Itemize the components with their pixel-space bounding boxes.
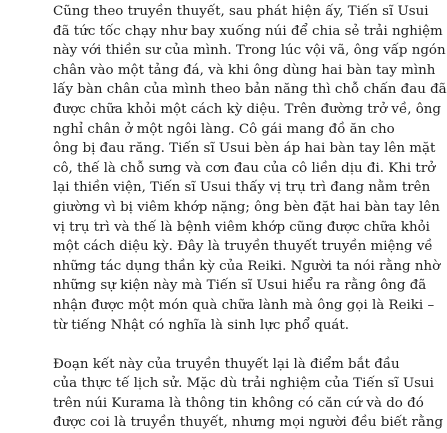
text-line: được chữa khỏi một cách kỳ diệu. Trên đường trở về, ông <box>53 101 441 117</box>
text-line: Đoạn kết này của truyền thuyết lại là điểm bắt đầu <box>53 356 400 372</box>
text-line: này với thiền sư của mình. Trong lúc vội vã, ông vấp ngón <box>53 43 446 59</box>
paragraph-1 <box>53 2 447 335</box>
text-line: cô, thế là chỗ sưng và cơn đau của cô liền dịu đi. Khi trở <box>53 160 436 176</box>
text-line: nghỉ chân ở một ngôi làng. Cô gái mang đồ ăn cho <box>53 121 395 137</box>
text-line: vị trụ trì và thế là bệnh viêm khớp cũng được chữa khỏi <box>53 219 430 235</box>
paragraph-gap <box>53 335 393 355</box>
text-line: trên núi Kurama là thông tin không có căn cứ và do đó <box>53 395 424 411</box>
text-line: lấy bàn chân của mình theo bản năng thì chỗ chấn đau đã <box>53 82 447 98</box>
text-line: những tác dụng thần kỳ của Reiki. Người ta nói rằng nhờ <box>53 258 441 274</box>
body-text <box>53 2 447 433</box>
text-line: ông bị đau răng. Tiến sĩ Usui bèn áp hai bàn tay lên mặt <box>53 141 436 157</box>
text-line: từ tiếng Nhật có nghĩa là sinh lực phổ quát. <box>53 317 350 333</box>
text-line: lại thiền viện, Tiến sĩ Usui thấy vị trụ trì đang nằm trên <box>53 180 431 196</box>
text-line: nhận được một món quà chữa lành mà ông gọi là Reiki – <box>53 297 435 313</box>
text-line: chân vào một tảng đá, và khi ông dùng hai bàn tay mình <box>53 62 436 78</box>
text-line: những sự kiện này mà Tiến sĩ Usui hiểu ra rằng ông đã <box>53 278 427 294</box>
text-line: đã tức tốc chạy như bay xuống núi để chia sẻ trải nghiệm <box>53 23 443 39</box>
text-line: của thực tế lịch sử. Mặc dù trải nghiệm của Tiến sĩ Usui <box>53 376 434 392</box>
text-line: Cũng theo truyền thuyết, sau phát hiện ấy, Tiến sĩ Usui <box>53 4 429 19</box>
paragraph-2 <box>53 355 444 433</box>
text-line: được coi là truyền thuyết, nhưng mọi người đều biết rằng <box>53 415 444 431</box>
text-line: một cách diệu kỳ. Đây là truyền thuyết truyền miệng về <box>53 239 433 255</box>
text-line: giường vì bị viêm khớp nặng; ông bèn đặt hai bàn tay lên <box>53 199 440 215</box>
